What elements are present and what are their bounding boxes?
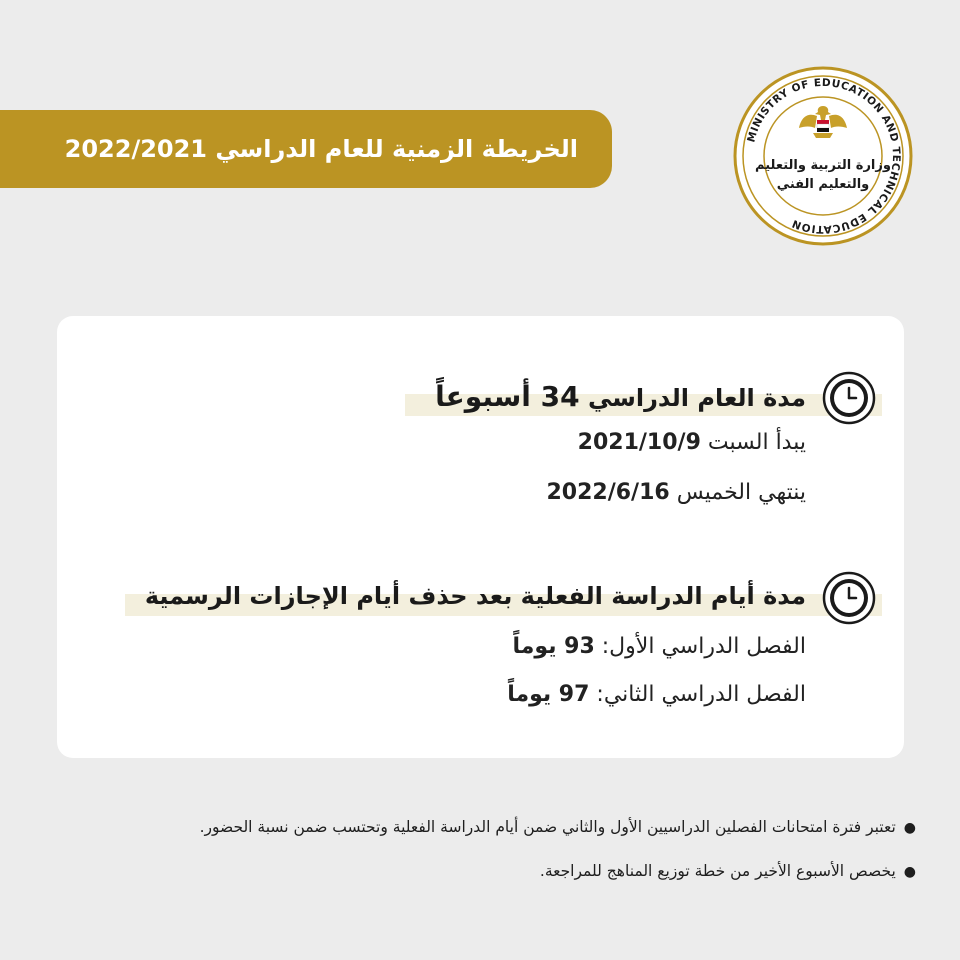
section-heading-actual-days: مدة أيام الدراسة الفعلية بعد حذف أيام الإجازات الرسمية — [144, 582, 806, 610]
note-item: ●يخصص الأسبوع الأخير من خطة توزيع المناهج للمراجعة. — [539, 862, 916, 880]
start-date-line: يبدأ السبت 2021/10/9 — [577, 430, 806, 455]
content-card — [57, 316, 904, 758]
clock-icon — [822, 371, 876, 425]
end-date-line: ينتهي الخميس 2022/6/16 — [546, 480, 806, 505]
page-title: الخريطة الزمنية للعام الدراسي 2022/2021 — [64, 135, 578, 163]
clock-icon — [822, 571, 876, 625]
svg-text:والتعليم الفني: والتعليم الفني — [776, 177, 870, 192]
svg-text:MINISTRY OF EDUCATION AND TECH: MINISTRY OF EDUCATION AND TECHNICAL EDUCATION — [745, 76, 903, 236]
bullet-icon: ● — [903, 864, 916, 880]
second-term-line: الفصل الدراسي الثاني: 97 يوماً — [507, 682, 806, 707]
section-heading-year-duration: مدة العام الدراسي 34 أسبوعاً — [435, 380, 806, 413]
svg-text:وزارة التربية والتعليم: وزارة التربية والتعليم — [755, 158, 891, 173]
first-term-line: الفصل الدراسي الأول: 93 يوماً — [512, 634, 806, 659]
ministry-logo — [733, 66, 913, 246]
bullet-icon: ● — [903, 820, 916, 836]
note-item: ●تعتبر فترة امتحانات الفصلين الدراسيين الأول والثاني ضمن أيام الدراسة الفعلية وتحتسب ضمن نسبة الحضور. — [199, 818, 916, 836]
title-banner — [0, 110, 612, 188]
